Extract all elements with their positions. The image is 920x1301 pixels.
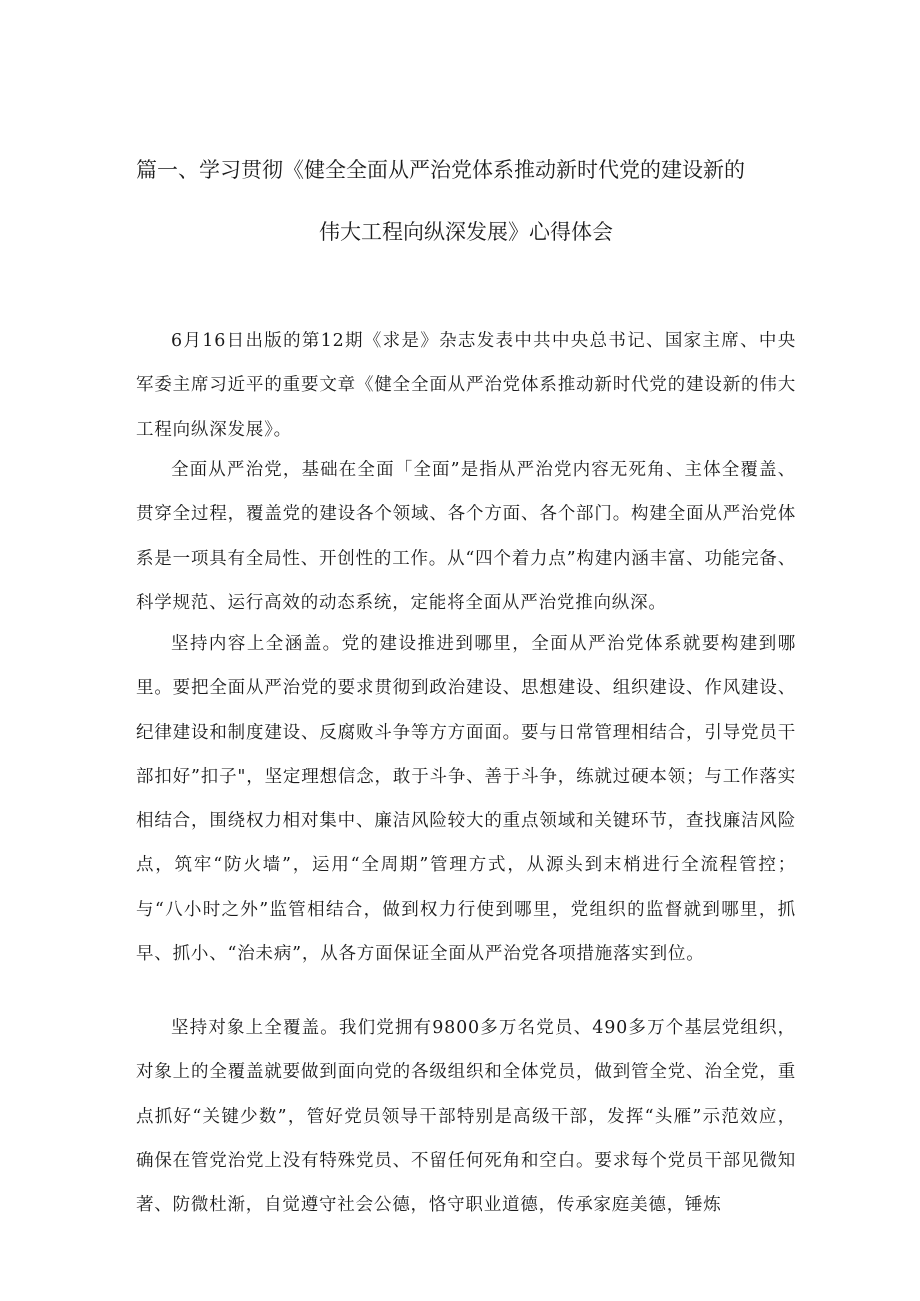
paragraph-2: 全面从严治党，基础在全面「全面”是指从严治党内容无死角、主体全覆盖、贯穿全过程，覆盖党的建设各个领域、各个方面、各个部门。构建全面从严治党体系是一项具有全局性、开创性的工作。从“四个着力点”构建内涵丰富、功能完备、科学规范、运行高效的动态系统，定能将全面从严治党推向纵深。 bbox=[136, 460, 796, 613]
paragraph-1: 6月16日出版的第12期《求是》杂志发表中共中央总书记、国家主席、中央军委主席习近平的重要文章《健全全面从严治党体系推动新时代党的建设新的伟大工程向纵深发展》。 bbox=[136, 331, 796, 440]
document-title-line-1: 篇一、学习贯彻《健全全面从严治党体系推动新时代党的建设新的 bbox=[136, 158, 745, 182]
paragraph-3: 坚持内容上全涵盖。党的建设推进到哪里，全面从严治党体系就要构建到哪里。要把全面从严治党的要求贯彻到政治建设、思想建设、组织建设、作风建设、纪律建设和制度建设、反腐败斗争等方方面面。要与日常管理相结合，引导党员干部扣好”扣子"，坚定理想信念，敢于斗争、善于斗争，练就过硬本领；与工作落实相结合，围绕权力相对集中、廉洁风险较大的重点领域和关键环节，查找廉洁风险点，筑牢“防火墙”，运用“全周期”管理方式，从源头到末梢进行全流程管控；与“八小时之外”监管相结合，做到权力行使到哪里，党组织的监督就到哪里，抓早、抓小、“治未病”，从各方面保证全面从严治党各项措施落实到位。 bbox=[136, 634, 796, 965]
document-title-line-2: 伟大工程向纵深发展》心得体会 bbox=[319, 220, 613, 244]
paragraph-4: 坚持对象上全覆盖。我们党拥有9800多万名党员、490多万个基层党组织，对象上的全覆盖就要做到面向党的各级组织和全体党员，做到管全党、治全党，重点抓好“关键少数”，管好党员领导干部特别是高级干部，发挥“头雁”示范效应，确保在管党治党上没有特殊党员、不留任何死角和空白。要求每个党员干部见微知著、防微杜渐，自觉遵守社会公德，恪守职业道德，传承家庭美德，锤炼 bbox=[136, 1018, 796, 1216]
